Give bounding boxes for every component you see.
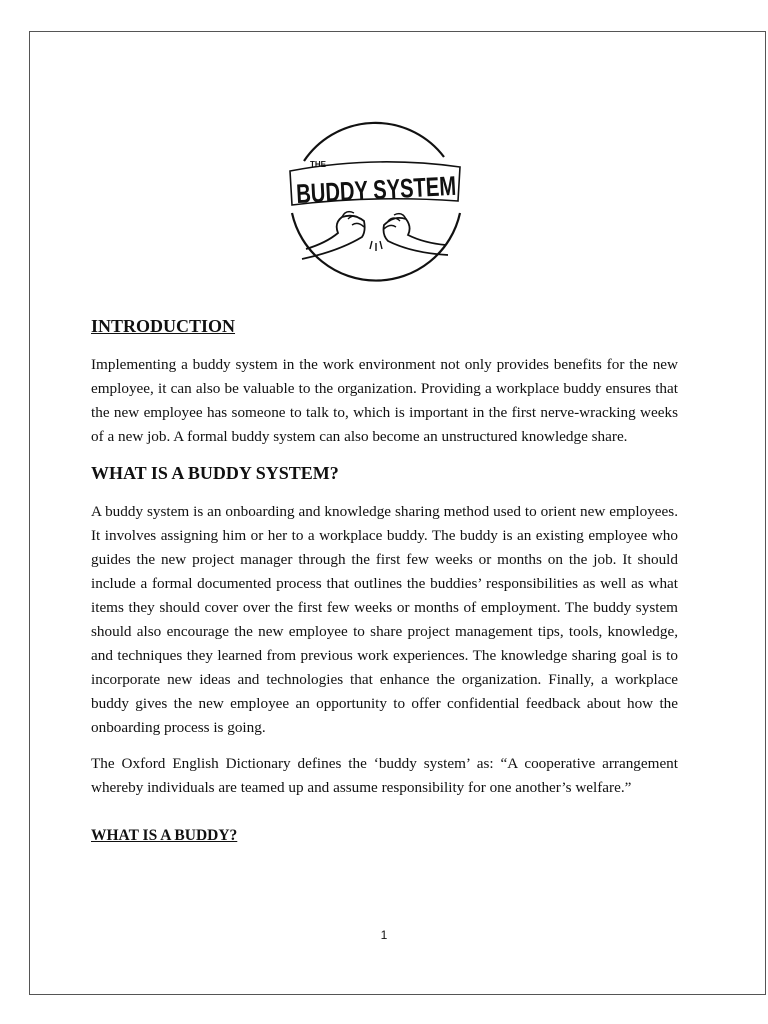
page-number: 1 — [380, 928, 388, 942]
document-body — [91, 314, 678, 846]
logo-title: BUDDY SYSTEM — [295, 168, 511, 210]
buddy-system-paragraph-2: The Oxford English Dictionary defines the ‘buddy system’ as: “A cooperative arrangement whereby individuals are teamed up and assume responsibility for one another’s welfare.” — [91, 755, 678, 796]
what-is-buddy-system-heading: WHAT IS A BUDDY SYSTEM? — [91, 463, 339, 483]
fist-bump-logo-icon — [284, 109, 511, 299]
introduction-heading: INTRODUCTION — [91, 316, 236, 336]
buddy-system-paragraph-1: A buddy system is an onboarding and knowledge sharing method used to orient new employees. It involves assigning him or her to a workplace buddy. The buddy is an existing employee who guides the new project manager through the first few weeks or months on the job. It should include a formal documented process that outlines the buddies’ responsibilities as well as what items they should cover over the first few weeks or months of employment. The buddy system should also encourage the new employee to share project management tips, tools, knowledge, and techniques they learned from previous work experiences. The knowledge sharing goal is to incorporate new ideas and technologies that enhance the organization. Finally, a workplace buddy gives the new employee an opportunity to offer confidential feedback about how the onboarding process is going. — [91, 503, 678, 736]
buddy-system-logo — [284, 109, 511, 299]
introduction-paragraph: Implementing a buddy system in the work environment not only provides benefits for the new employee, it can also be valuable to the organization. Providing a workplace buddy ensures that the new employee has someone to talk to, which is important in the first nerve-wracking weeks of a new job. A formal buddy system can also become an unstructured knowledge share. — [91, 356, 678, 445]
logo-small-text: THE — [310, 160, 326, 169]
what-is-buddy-heading: WHAT IS A BUDDY? — [91, 827, 238, 844]
